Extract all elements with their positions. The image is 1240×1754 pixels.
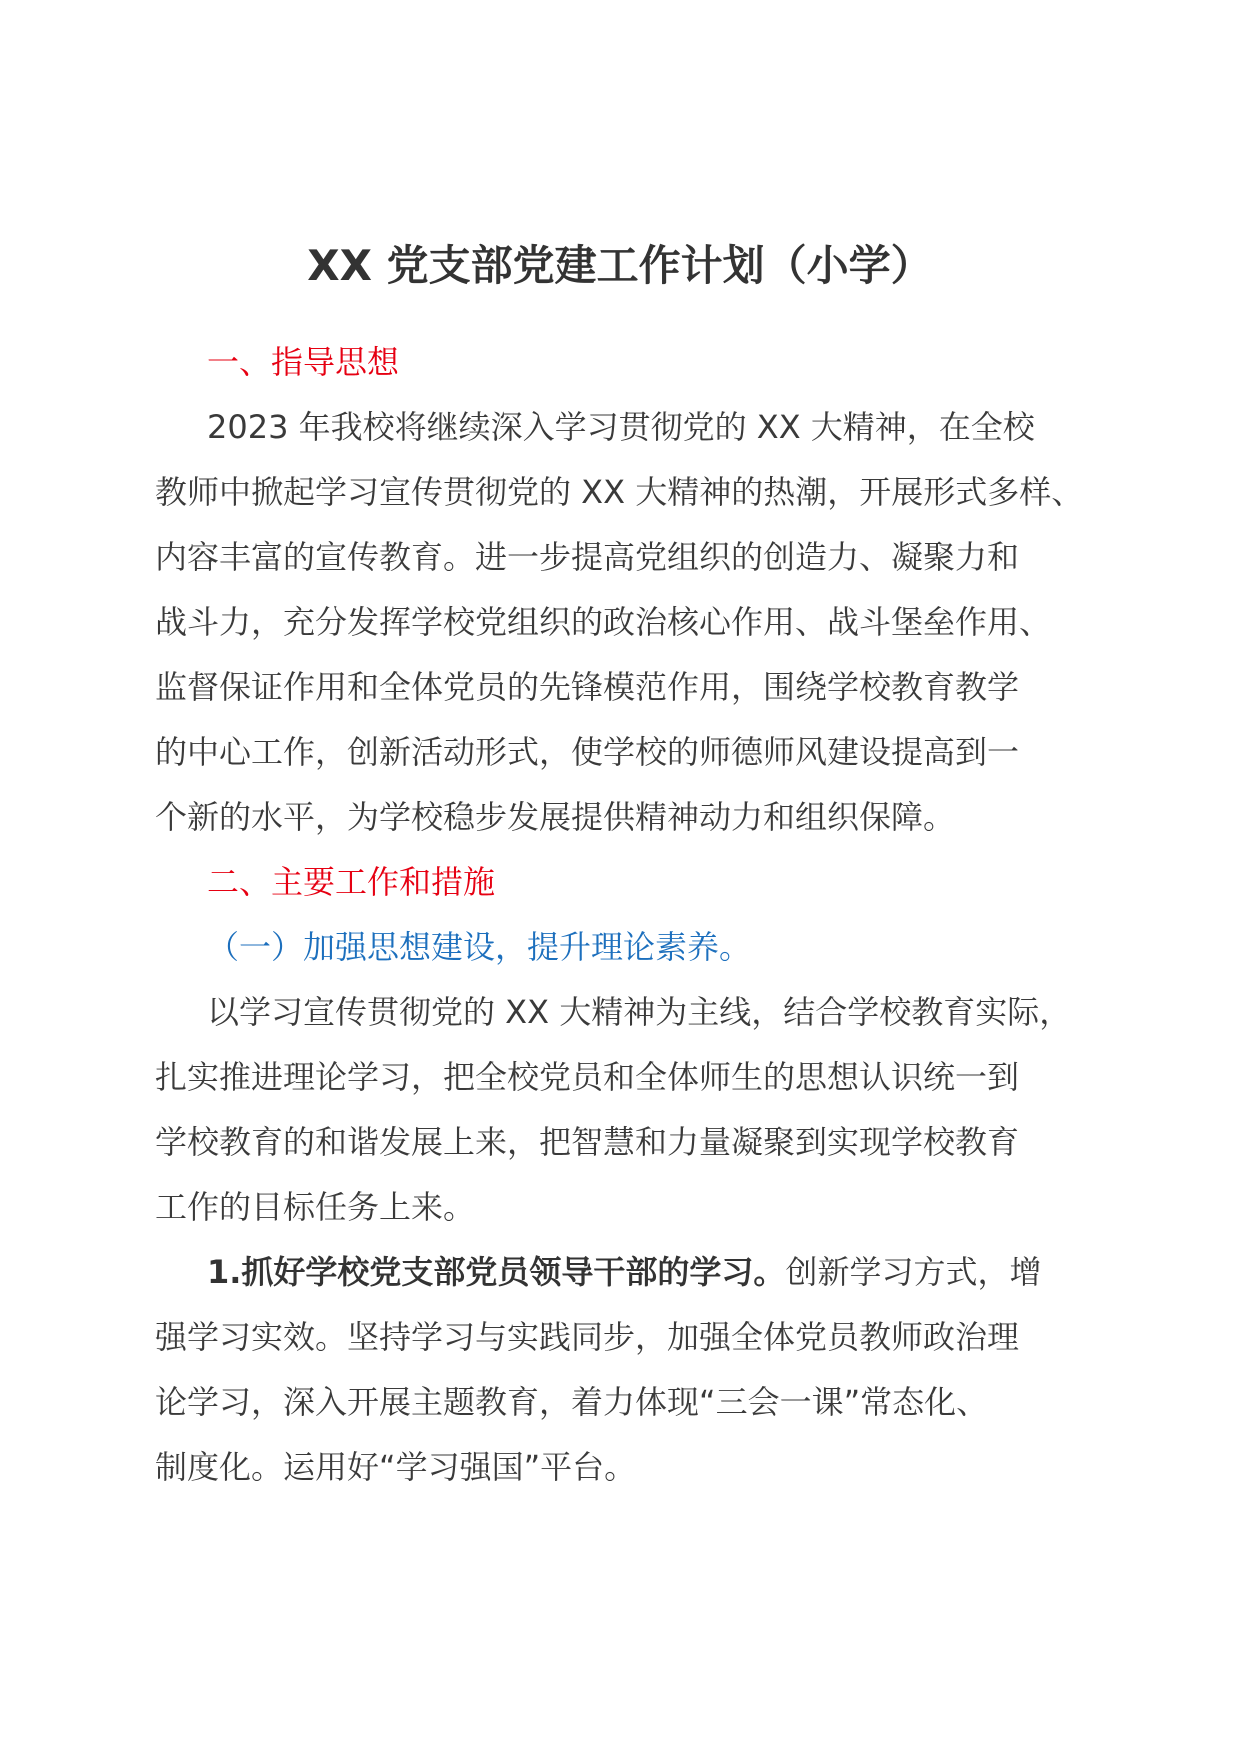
section-heading-guiding-ideology: 一、指导思想 xyxy=(207,343,400,381)
list-item-bold-lead: 1.抓好学校党支部党员领导干部的学习。 xyxy=(207,1253,786,1291)
list-item-first-line xyxy=(155,1240,1115,1305)
paragraph-line: 内容丰富的宣传教育。进一步提高党组织的创造力、凝聚力和 xyxy=(155,538,1020,576)
subsection-heading-ideology-building: （一）加强思想建设，提升理论素养。 xyxy=(207,928,752,966)
paragraph-guiding-ideology xyxy=(155,395,1115,850)
paragraph-line: 的中心工作，创新活动形式，使学校的师德师风建设提高到一 xyxy=(155,733,1020,771)
section-heading-main-work: 二、主要工作和措施 xyxy=(207,863,496,901)
paragraph-line: 2023 年我校将继续深入学习贯彻党的 XX 大精神，在全校 xyxy=(207,408,1035,446)
paragraph-line: 扎实推进理论学习，把全校党员和全体师生的思想认识统一到 xyxy=(155,1058,1020,1096)
document-body xyxy=(155,330,1115,1500)
paragraph-line: 以学习宣传贯彻党的 XX 大精神为主线，结合学校教育实际， xyxy=(207,993,1072,1031)
paragraph-line: 监督保证作用和全体党员的先锋模范作用，围绕学校教育教学 xyxy=(155,668,1020,706)
list-item-1 xyxy=(155,1240,1115,1500)
paragraph-line: 个新的水平，为学校稳步发展提供精神动力和组织保障。 xyxy=(155,798,956,836)
paragraph-line: 学校教育的和谐发展上来，把智慧和力量凝聚到实现学校教育 xyxy=(155,1123,1020,1161)
paragraph-line: 战斗力，充分发挥学校党组织的政治核心作用、战斗堡垒作用、 xyxy=(155,603,1052,641)
paragraph-line: 工作的目标任务上来。 xyxy=(155,1188,476,1226)
document-title: XX 党支部党建工作计划（小学） xyxy=(307,241,933,290)
list-item-text: 创新学习方式，增 xyxy=(785,1253,1042,1291)
paragraph-line: 教师中掀起学习宣传贯彻党的 XX 大精神的热潮，开展形式多样、 xyxy=(155,473,1084,511)
paragraph-line: 论学习，深入开展主题教育，着力体现“三会一课”常态化、 xyxy=(155,1383,989,1421)
paragraph-ideology-building xyxy=(155,980,1115,1240)
paragraph-line: 强学习实效。坚持学习与实践同步，加强全体党员教师政治理 xyxy=(155,1318,1020,1356)
paragraph-line: 制度化。运用好“学习强国”平台。 xyxy=(155,1448,637,1486)
